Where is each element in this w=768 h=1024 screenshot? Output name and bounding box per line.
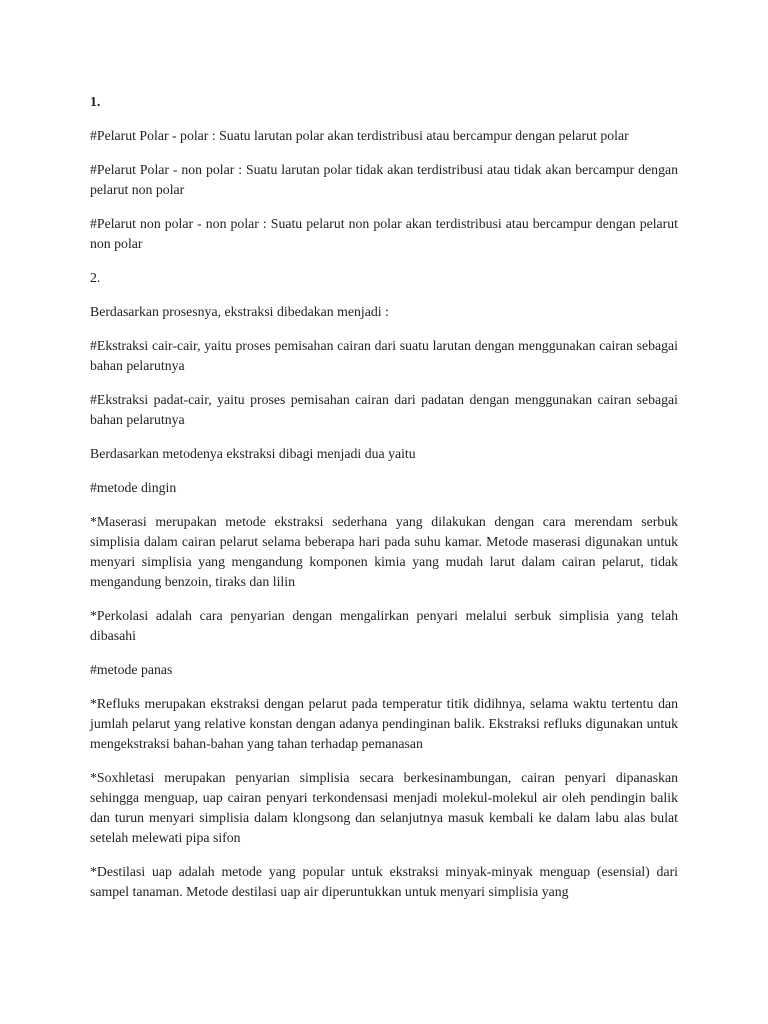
document-body (90, 92, 678, 916)
paragraph-soxhletation: *Soxhletasi merupakan penyarian simplisia secara berkesinambungan, cairan penyari dipanaskan sehingga menguap, uap cairan penyari terkondensasi menjadi molekul-molekul air oleh pendingin balik dan turun menyari simplisia dalam klongsong dan selanjutnya masuk kembali ke dalam labu alas bulat setelah melewati pipa sifon (90, 770, 678, 845)
paragraph-by-process: Berdasarkan prosesnya, ekstraksi dibedakan menjadi : (90, 304, 389, 319)
paragraph-liquid-liquid: #Ekstraksi cair-cair, yaitu proses pemisahan cairan dari suatu larutan dengan menggunakan cairan sebagai bahan pelarutnya (90, 338, 678, 373)
paragraph-polar-nonpolar: #Pelarut Polar - non polar : Suatu larutan polar tidak akan terdistribusi atau tidak akan bercampur dengan pelarut non polar (90, 162, 678, 197)
paragraph-percolation: *Perkolasi adalah cara penyarian dengan mengalirkan penyari melalui serbuk simplisia yang telah dibasahi (90, 608, 678, 643)
heading-cold-method: #metode dingin (90, 480, 177, 495)
paragraph-steam-distillation: *Destilasi uap adalah metode yang popular untuk ekstraksi minyak-minyak menguap (esensial) dari sampel tanaman. Metode destilasi uap air diperuntukkan untuk menyari simplisia yang (90, 864, 678, 899)
paragraph-reflux: *Refluks merupakan ekstraksi dengan pelarut pada temperatur titik didihnya, selama waktu tertentu dan jumlah pelarut yang relative konstan dengan adanya pendinginan balik. Ekstraksi refluks digunakan untuk mengekstraksi bahan-bahan yang tahan terhadap pemanasan (90, 696, 678, 751)
section-number-2: 2. (90, 270, 101, 285)
paragraph-polar-polar: #Pelarut Polar - polar : Suatu larutan polar akan terdistribusi atau bercampur dengan pelarut polar (90, 128, 629, 143)
heading-hot-method: #metode panas (90, 662, 173, 677)
paragraph-nonpolar-nonpolar: #Pelarut non polar - non polar : Suatu pelarut non polar akan terdistribusi atau bercampur dengan pelarut non polar (90, 216, 678, 251)
section-number-1: 1. (90, 94, 101, 109)
paragraph-maceration: *Maserasi merupakan metode ekstraksi sederhana yang dilakukan dengan cara merendam serbuk simplisia dalam cairan pelarut selama beberapa hari pada suhu kamar. Metode maserasi digunakan untuk menyari simplisia yang mengandung komponen kimia yang mudah larut dalam cairan pelarut, tidak mengandung benzoin, tiraks dan lilin (90, 514, 678, 589)
paragraph-solid-liquid: #Ekstraksi padat-cair, yaitu proses pemisahan cairan dari padatan dengan menggunakan cairan sebagai bahan pelarutnya (90, 392, 678, 427)
paragraph-by-method: Berdasarkan metodenya ekstraksi dibagi menjadi dua yaitu (90, 446, 416, 461)
